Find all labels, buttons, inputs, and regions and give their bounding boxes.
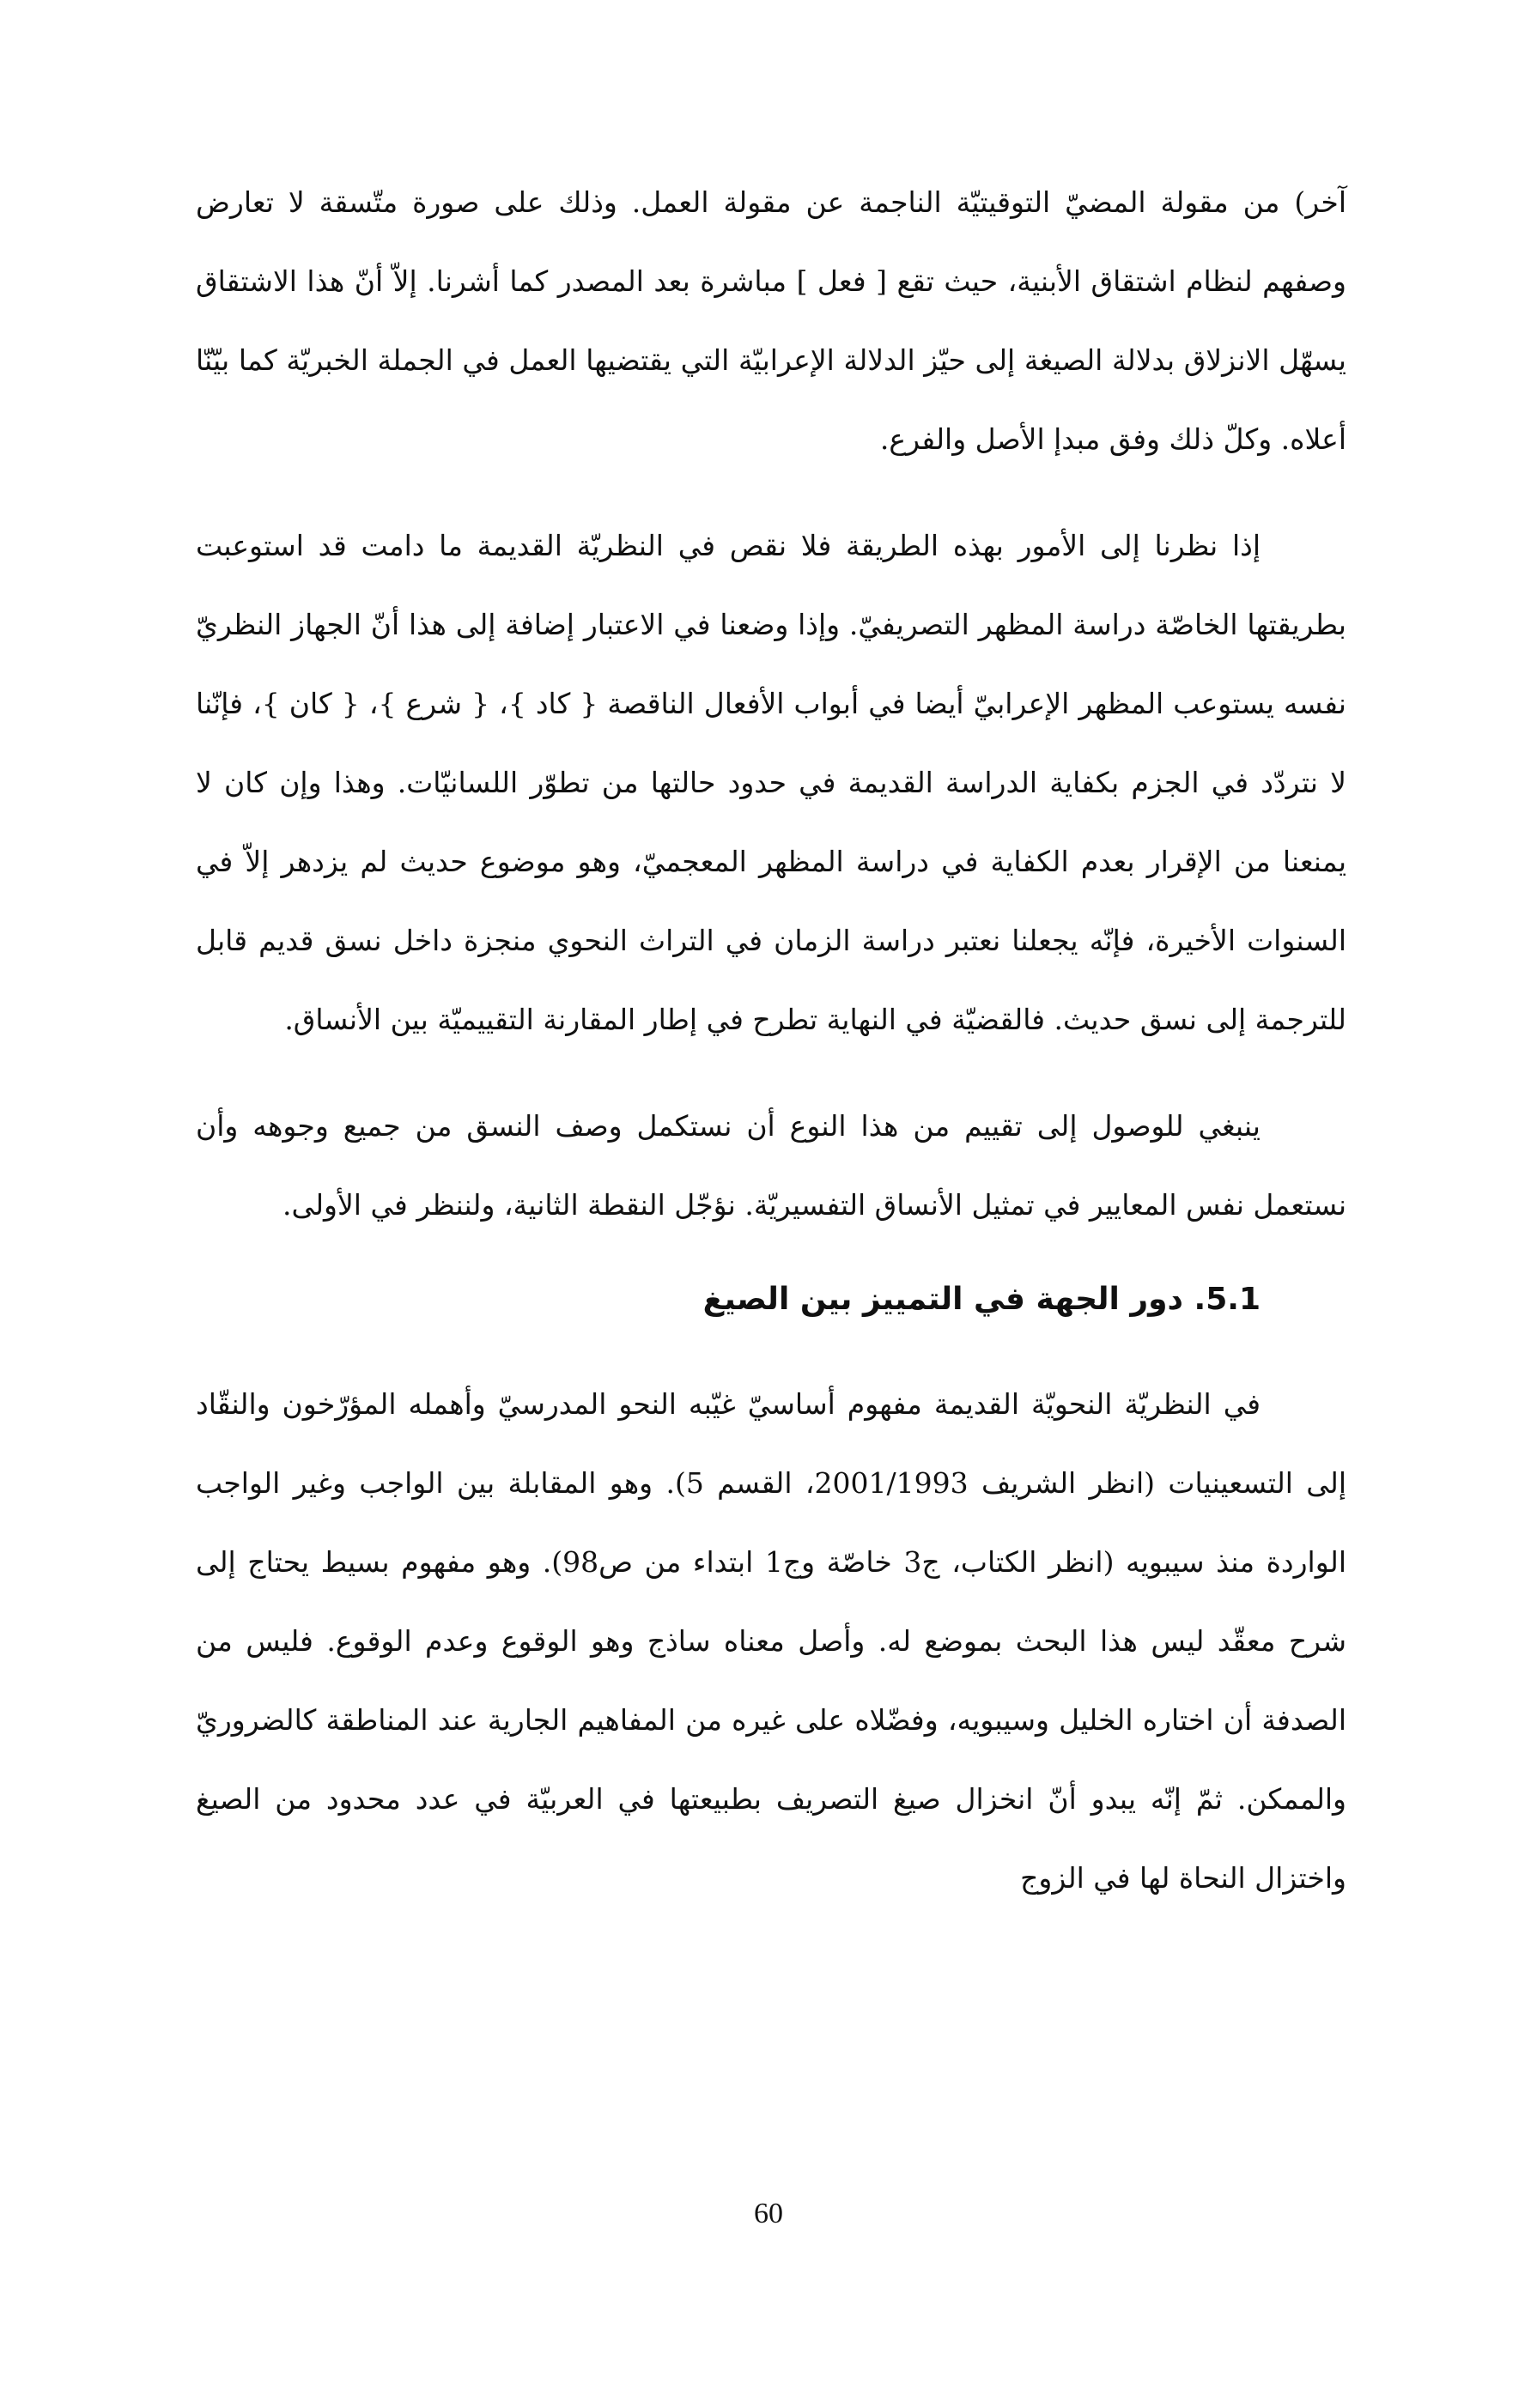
paragraph-2: إذا نظرنا إلى الأمور بهذه الطريقة فلا نقص في النظريّة القديمة ما دامت قد استوعبت بطريقتها الخاصّة دراسة المظهر التصريفيّ. وإذا وضعنا في الاعتبار إضافة إلى هذا أنّ الجهاز النظريّ نفسه يستوعب المظهر الإعرابيّ أيضا في أبواب الأفعال الناقصة { كاد }، { شرع }، { كان }، فإنّنا لا نتردّد في الجزم بكفاية الدراسة القديمة في حدود حالتها من تطوّر اللسانيّات. وهذا وإن كان لا يمنعنا من الإقرار بعدم الكفاية في دراسة المظهر المعجميّ، وهو موضوع حديث لم يزدهر إلاّ في السنوات الأخيرة، فإنّه يجعلنا نعتبر دراسة الزمان في التراث النحوي منجزة داخل نسق قديم قابل للترجمة إلى نسق حديث. فالقضيّة في النهاية تطرح في إطار المقارنة التقييميّة بين الأنساق. [196,529,1346,1036]
page-number: 60 [754,2198,783,2229]
page-body [196,163,1346,1918]
paragraph-1: آخر) من مقولة المضيّ التوقيتيّة الناجمة عن مقولة العمل. وذلك على صورة متّسقة لا تعارض وصفهم لنظام اشتقاق الأبنية، حيث تقع [ فعل ] مباشرة بعد المصدر كما أشرنا. إلاّ أنّ هذا الاشتقاق يسهّل الانزلاق بدلالة الصيغة إلى حيّز الدلالة الإعرابيّة التي يقتضيها العمل في الجملة الخبريّة كما بيّنّا أعلاه. وكلّ ذلك وفق مبدإ الأصل والفرع. [196,185,1346,456]
paragraph-4: في النظريّة النحويّة القديمة مفهوم أساسيّ غيّبه النحو المدرسيّ وأهمله المؤرّخون والنقّاد إلى التسعينيات (انظر الشريف 2001/1993، القسم 5). وهو المقابلة بين الواجب وغير الواجب الواردة منذ سيبويه (انظر الكتاب، ج3 خاصّة وج1 ابتداء من ص98). وهو مفهوم بسيط يحتاج إلى شرح معقّد ليس هذا البحث بموضع له. وأصل معناه ساذج وهو الوقوع وعدم الوقوع. فليس من الصدفة أن اختاره الخليل وسيبويه، وفضّلاه على غيره من المفاهيم الجارية عند المناطقة كالضروريّ والممكن. ثمّ إنّه يبدو أنّ انخزال صيغ التصريف بطبيعتها في العربيّة في عدد محدود من الصيغ واختزال النحاة لها في الزوج [196,1387,1347,1895]
paragraph-3: ينبغي للوصول إلى تقييم من هذا النوع أن نستكمل وصف النسق من جميع وجوهه وأن نستعمل نفس المعايير في تمثيل الأنساق التفسيريّة. نؤجّل النقطة الثانية، ولننظر في الأولى. [196,1109,1346,1222]
section-heading: 5.1. دور الجهة في التمييز بين الصيغ [702,1282,1261,1317]
